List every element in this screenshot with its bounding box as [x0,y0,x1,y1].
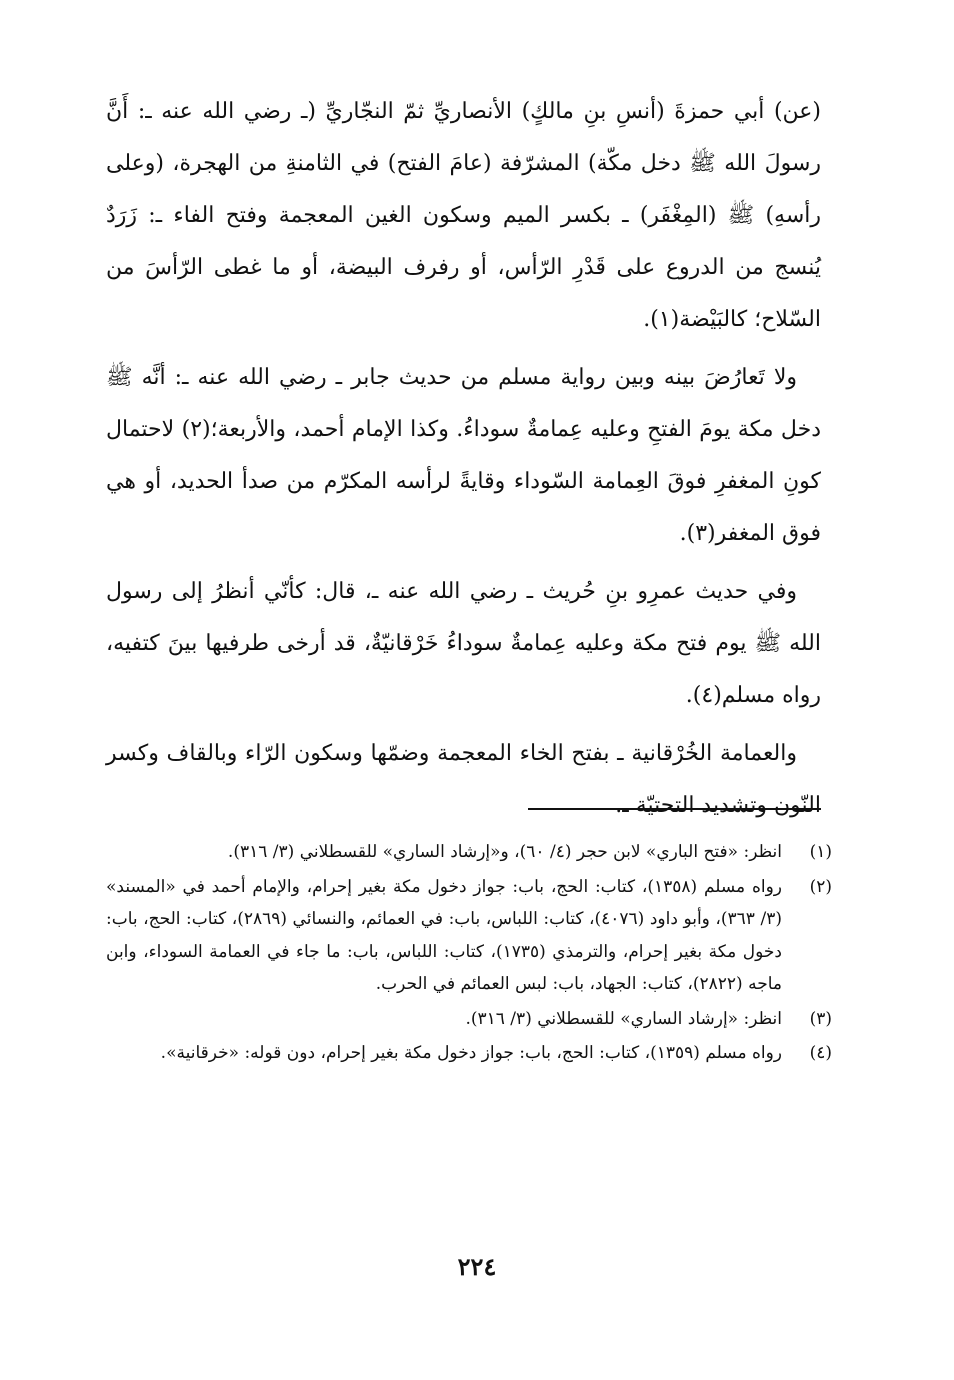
main-text [106,86,821,838]
footnote-text: انظر: «فتح الباري» لابن حجر (٤/ ٦٠)، و«إرشاد الساري» للقسطلاني (٣/ ٣١٦). [227,842,782,862]
page-number: ٢٢٤ [457,1252,497,1281]
footnote-number: (١) [809,842,832,862]
footnotes [106,836,832,1072]
footnote-text: رواه مسلم (١٣٥٩)، كتاب: الحج، باب: جواز دخول مكة بغير إحرام، دون قوله: «خرقانية». [160,1043,782,1063]
paragraph-3: وفي حديث عمرِو بنِ حُريث ـ رضي الله عنه ـ، قال: كأنّي أنظرُ إلى رسول الله ﷺ يوم فتح مكة وعليه عِمامةٌ سوداءُ خَرْقانيّةٌ، قد أرخى طرفيها بينَ كتفيه، رواه مسلم(٤). [106,579,821,708]
paragraph-4: والعمامة الخُرْقانية ـ بفتح الخاء المعجمة وضمّها وسكون الرّاء وبالقاف وكسر النّون وتشديد التحتيّة ـ. [106,741,821,818]
footnote-1 [106,836,832,869]
footnote-text: رواه مسلم (١٣٥٨)، كتاب: الحج، باب: جواز دخول مكة بغير إحرام، والإمام أحمد في «المسند» (٣/ ٣٦٣)، وأبو داود (٤٠٧٦)، كتاب: اللباس، باب: في العمائم، والنسائي (٢٨٦٩)، كتاب: الحج، باب: دخول مكة بغير إحرام، والترمذي (١٧٣٥)، كتاب: اللباس، باب: ما جاء في العمامة السوداء، وابن ماجه (٢٨٢٢)، كتاب: الجهاد، باب: لبس العمائم في الحرب. [106,876,783,994]
footnote-divider [528,808,821,810]
footnote-number: (٢) [809,876,832,897]
footnote-number: (٣) [809,1008,832,1029]
paragraph-1: (عن) أبي حمزةَ (أنسِ بنِ مالكٍ) الأنصاريِّ ثمّ النجّاريِّ (ـ رضي الله عنه ـ: أَنَّ رسولَ الله ﷺ دخل مكّة) المشرّفة (عامَ الفتح) في الثامنةِ من الهجرة، (وعلى رأسهِ) ﷺ (المِغْفَر) ـ بكسر الميم وسكون الغين المعجمة وفتح الفاء ـ: زَرَدٌ يُنسج من الدروع على قَدْرِ الرّأس، أو رفرف البيضة، أو ما غطى الرّأسَ من السّلاح؛ كالبَيْضة(١). [106,99,821,332]
paragraph-2: ولا تَعارُضَ بينه وبين رواية مسلم من حديث جابر ـ رضي الله عنه ـ: أنَّه ﷺ دخل مكة يومَ الفتحِ وعليه عِمامةٌ سوداءُ. وكذا الإمام أحمد، والأربعة؛(٢) لاحتمال كونِ المغفرِ فوقَ العِمامة السّوداء وقايةً لرأسه المكرّم من صدأ الحديد، أو هي فوق المغفر(٣). [106,365,821,546]
footnote-3 [106,1003,832,1036]
footnote-number: (٤) [809,1043,832,1063]
footnote-4 [106,1037,832,1070]
footnote-text: انظر: «إرشاد الساري» للقسطلاني (٣/ ٣١٦). [465,1008,782,1029]
footnote-2 [106,871,832,1001]
